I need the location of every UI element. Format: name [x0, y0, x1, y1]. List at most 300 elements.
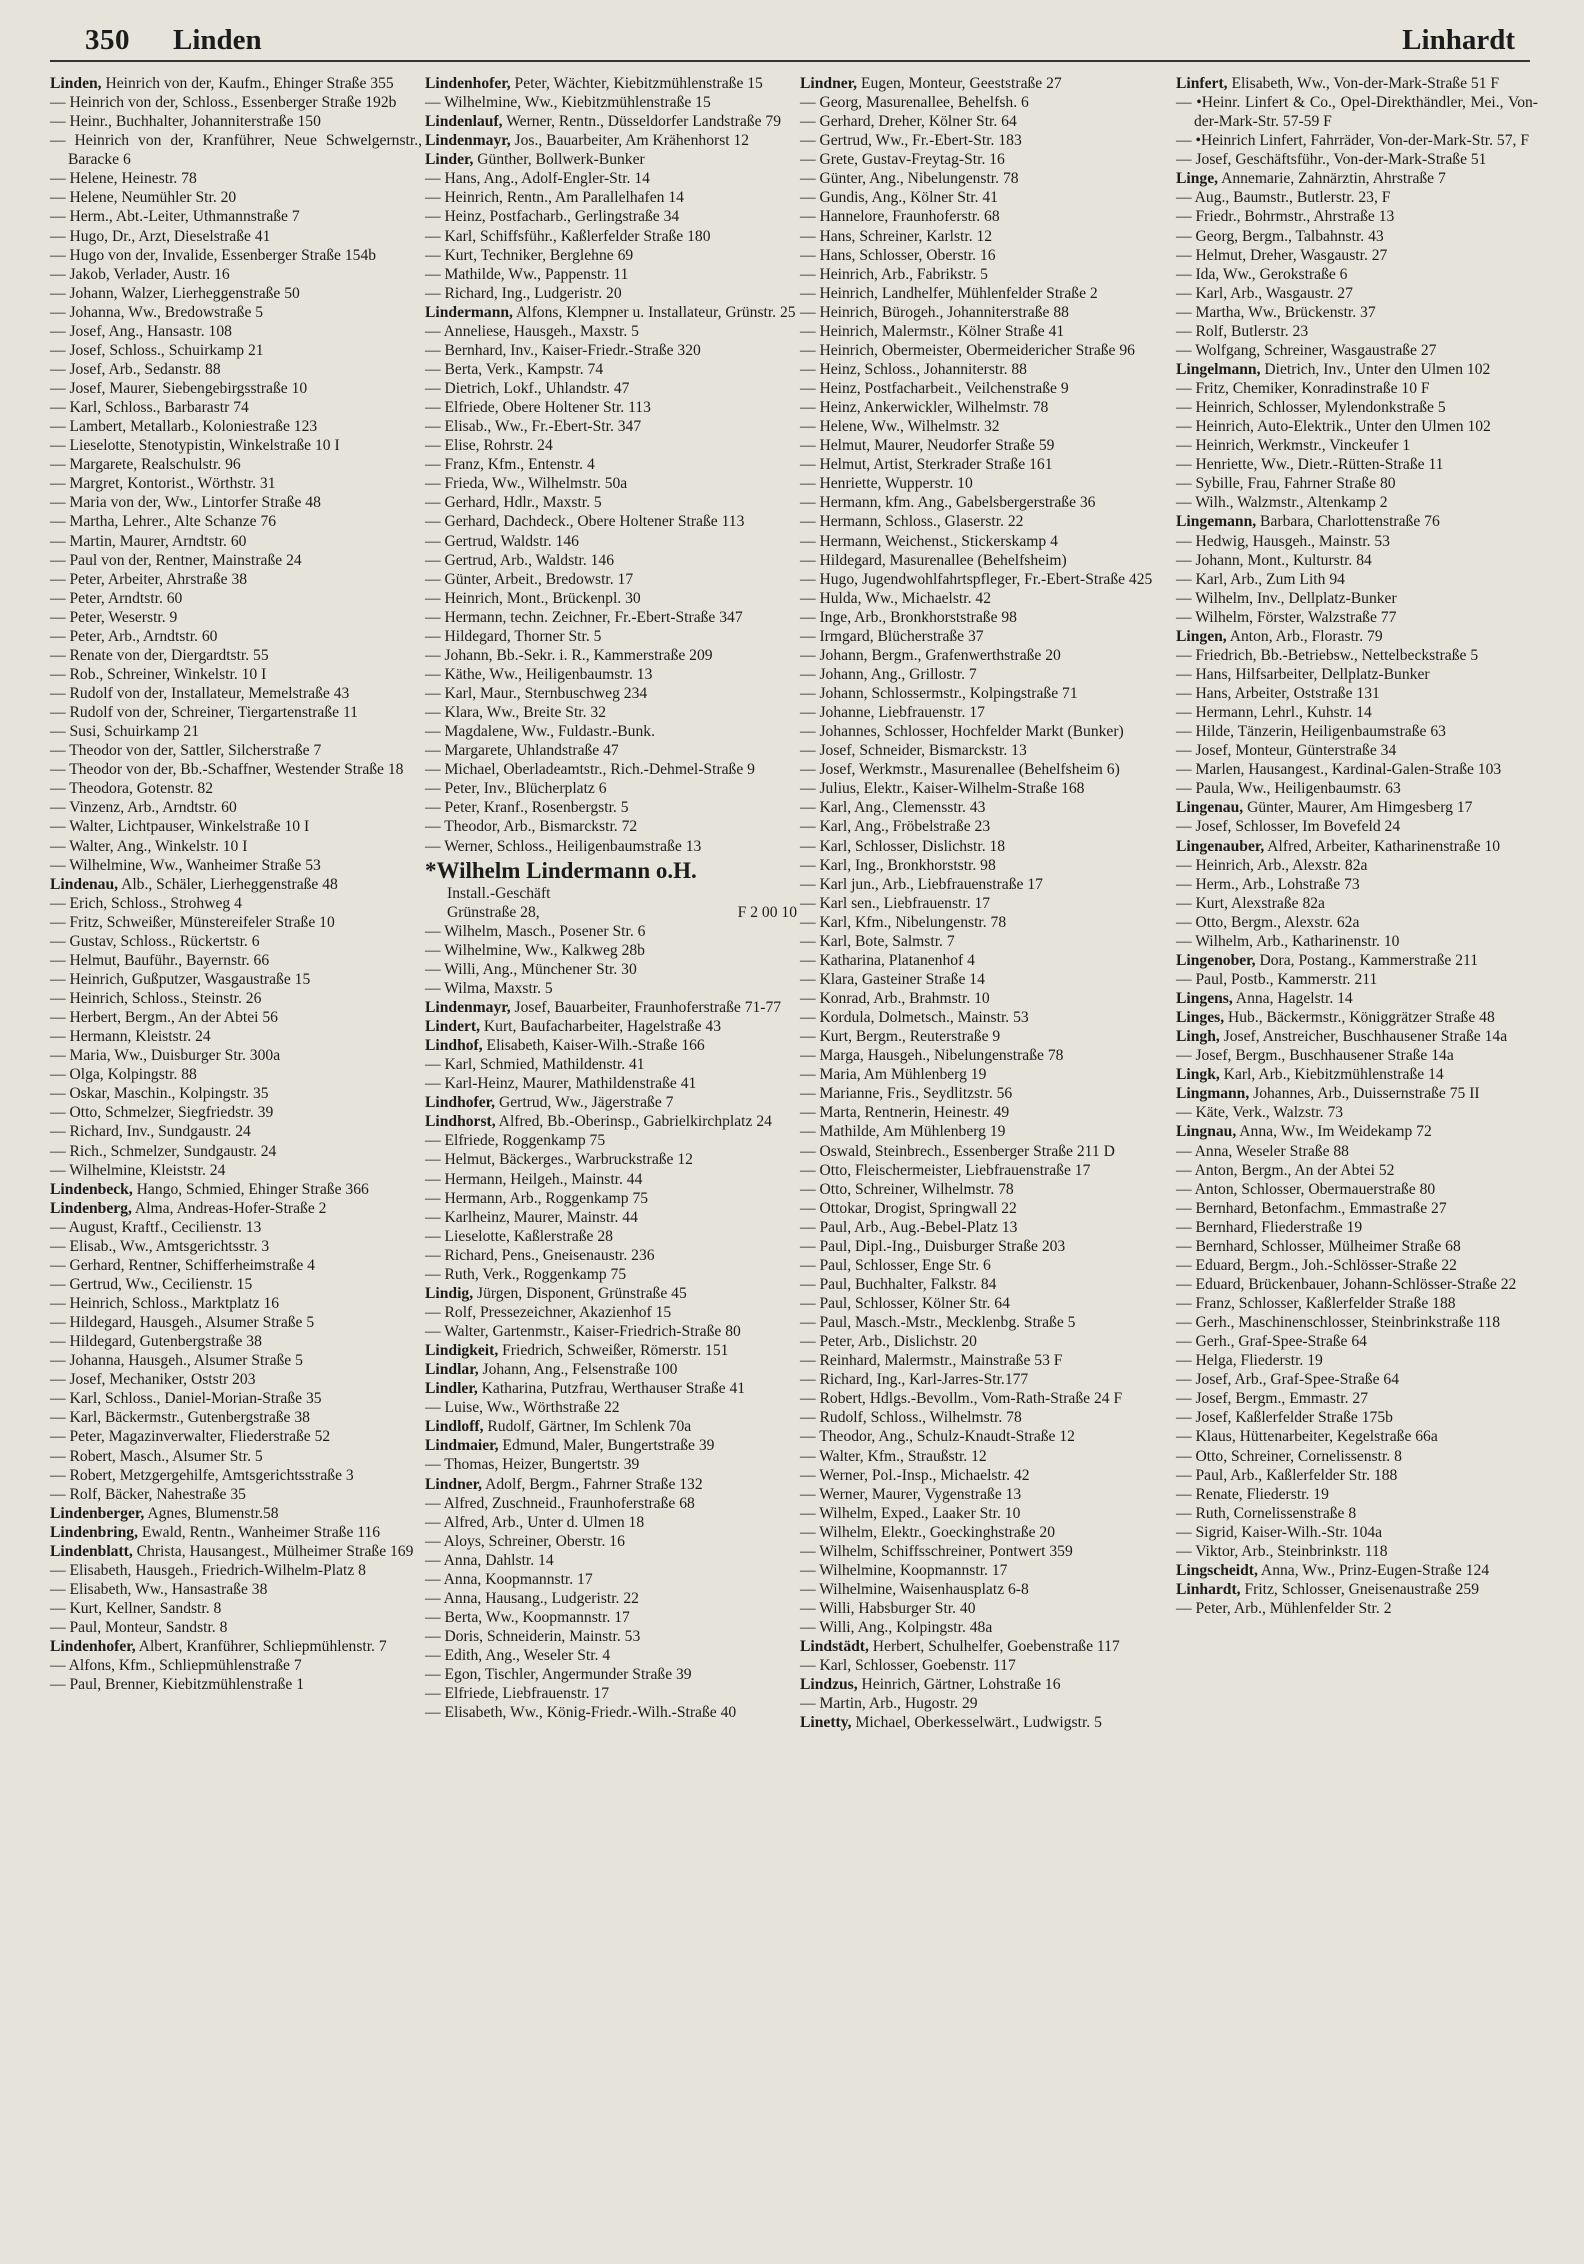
directory-entry [425, 1475, 797, 1494]
directory-entry: — Josef, Mechaniker, Oststr 203 [50, 1371, 256, 1389]
directory-entry: — Hans, Schreiner, Karlstr. 12 [800, 227, 993, 245]
directory-entry: — Herm., Abt.-Leiter, Uthmannstraße 7 [50, 208, 300, 226]
directory-entry: — Paul, Schlosser, Kölner Str. 64 [800, 1295, 1010, 1312]
directory-entry: — Heinrich, Arb., Fabrikstr. 5 [800, 265, 988, 283]
directory-entry: — Anton, Schlosser, Obermauerstraße 80 [1176, 1180, 1436, 1198]
directory-entry: — Robert, Metzgergehilfe, Amtsgerichtsstraße 3 [50, 1466, 354, 1484]
surname-head: Lindler, [425, 1380, 478, 1398]
directory-entry: — Karl jun., Arb., Liebfrauenstraße 17 [800, 875, 1043, 893]
directory-entry: — Karl, Maur., Sternbuschweg 234 [425, 685, 648, 702]
directory-entry: — Paul, Dipl.-Ing., Duisburger Straße 203 [800, 1237, 1066, 1255]
directory-entry: — Hermann, techn. Zeichner, Fr.-Ebert-Straße 347 [425, 608, 743, 626]
directory-entry: — Berta, Verk., Kampstr. 74 [425, 360, 604, 378]
directory-entry: — Paul, Masch.-Mstr., Mecklenbg. Straße 5 [800, 1314, 1076, 1332]
directory-entry: — Wilhelmine, Ww., Kiebitzmühlenstraße 15 [425, 94, 711, 112]
directory-entry: — Heinrich von der, Kranführer, Neue Schwelgernstr., Baracke 6 [50, 132, 422, 169]
directory-entry: — Lambert, Metallarb., Koloniestraße 123 [50, 418, 318, 436]
directory-entry: — Heinz, Postfacharbeit., Veilchenstraße 9 [800, 380, 1069, 397]
directory-entry: — Johann, Mont., Kulturstr. 84 [1176, 551, 1372, 569]
directory-entry: — Peter, Weserstr. 9 [50, 608, 178, 626]
directory-entry: — Bernhard, Inv., Kaiser-Friedr.-Straße 320 [425, 341, 701, 359]
entry-text: Adolf, Bergm., Fahrner Straße 132 [482, 1475, 703, 1493]
directory-entry: — Gundis, Ang., Kölner Str. 41 [800, 189, 998, 207]
directory-entry: — Wilhelm, Exped., Laaker Str. 10 [800, 1504, 1021, 1522]
column-3 [800, 74, 1172, 1732]
directory-entry [50, 875, 422, 894]
surname-head: Lindlar, [425, 1361, 479, 1379]
directory-entry: — Konrad, Arb., Brahmstr. 10 [800, 990, 990, 1007]
directory-entry: — Vinzenz, Arb., Arndtstr. 60 [50, 799, 237, 817]
directory-entry: — Hans, Schlosser, Oberstr. 16 [800, 246, 996, 264]
page-header [85, 18, 1515, 62]
entry-text: Eugen, Monteur, Geeststraße 27 [857, 75, 1062, 92]
surname-head: Lindert, [425, 1018, 481, 1035]
directory-entry: — Heinrich, Auto-Elektrik., Unter den Ulmen 102 [1176, 418, 1491, 436]
entry-text: Günter, Maurer, Am Himgesberg 17 [1243, 799, 1473, 817]
directory-entry: — Hildegard, Thorner Str. 5 [425, 627, 602, 645]
directory-entry: — Robert, Masch., Alsumer Str. 5 [50, 1447, 263, 1465]
entry-text: Heinrich, Gärtner, Lohstraße 16 [857, 1676, 1061, 1694]
directory-entry [425, 1436, 797, 1455]
directory-entry: — Martin, Maurer, Arndtstr. 60 [50, 532, 247, 550]
directory-entry: — Kurt, Techniker, Berglehne 69 [425, 246, 634, 264]
directory-entry: — Karl, Bote, Salmstr. 7 [800, 932, 955, 950]
directory-entry: — Gertrud, Waldstr. 146 [425, 532, 579, 550]
surname-head: Linden, [50, 75, 102, 92]
entry-text: Agnes, Blumenstr.58 [144, 1504, 279, 1522]
directory-entry: — Otto, Bergm., Alexstr. 62a [1176, 913, 1360, 931]
directory-entry: — Josef, Ang., Hansastr. 108 [50, 322, 232, 340]
directory-entry: — Mathilde, Ww., Pappenstr. 11 [425, 265, 629, 283]
directory-entry: — Heinz, Schloss., Johanniterstr. 88 [800, 360, 1027, 378]
directory-entry: — Paul, Arb., Kaßlerfelder Str. 188 [1176, 1466, 1398, 1484]
entry-text: Josef, Bauarbeiter, Fraunhoferstraße 71-77 [510, 998, 782, 1016]
directory-entry: — Klaus, Hüttenarbeiter, Kegelstraße 66a [1176, 1428, 1438, 1446]
directory-entry: — Marga, Hausgeh., Nibelungenstraße 78 [800, 1047, 1064, 1065]
directory-entry: — Dietrich, Lokf., Uhlandstr. 47 [425, 380, 630, 397]
entry-text: Jos., Bauarbeiter, Am Krähenhorst 12 [510, 132, 750, 150]
directory-entry: — Oswald, Steinbrech., Essenberger Straße 211 D [800, 1142, 1115, 1160]
directory-entry: — Peter, Magazinverwalter, Fliederstraße 52 [50, 1428, 331, 1446]
directory-entry: — Elisabeth, Ww., König-Friedr.-Wilh.-Straße 40 [425, 1704, 737, 1722]
directory-entry: — Josef, Schloss., Schuirkamp 21 [50, 341, 264, 359]
directory-entry [1176, 951, 1538, 970]
surname-head: Lingmann, [1176, 1085, 1250, 1103]
directory-entry: — Anna, Koopmannstr. 17 [425, 1570, 593, 1588]
directory-entry: — •Heinrich Linfert, Fahrräder, Von-der-Mark-Str. 57, F [1176, 132, 1529, 150]
entry-text: Alfred, Bb.-Oberinsp., Gabrielkirchplatz 24 [495, 1113, 772, 1131]
directory-entry: — Elfriede, Liebfrauenstr. 17 [425, 1685, 610, 1703]
surname-head: Linetty, [800, 1714, 852, 1732]
entry-text: Rudolf, Gärtner, Im Schlenk 70a [483, 1418, 692, 1436]
entry-text: Herbert, Schulhelfer, Goebenstraße 117 [868, 1638, 1120, 1656]
entry-text: Gertrud, Ww., Jägerstraße 7 [495, 1094, 674, 1112]
surname-head: Lingemann, [1176, 513, 1257, 531]
directory-entry: — Heinrich von der, Schloss., Essenberger Straße 192b [50, 94, 397, 112]
entry-text: Anton, Arb., Florastr. 79 [1226, 627, 1383, 645]
directory-entry: — Erich, Schloss., Strohweg 4 [50, 894, 242, 912]
directory-entry: — Ida, Ww., Gerokstraße 6 [1176, 265, 1348, 283]
directory-entry [425, 1284, 797, 1303]
directory-entry [50, 1199, 422, 1218]
directory-entry: — Käte, Verk., Walzstr. 73 [1176, 1104, 1344, 1122]
directory-entry [1176, 837, 1538, 856]
directory-entry: — Luise, Ww., Wörthstraße 22 [425, 1399, 620, 1417]
directory-entry: — Richard, Pens., Gneisenaustr. 236 [425, 1246, 655, 1264]
directory-entry [1176, 1122, 1538, 1141]
surname-head: Linhardt, [1176, 1580, 1241, 1598]
directory-entry: — Josef, Maurer, Siebengebirgsstraße 10 [50, 380, 308, 397]
directory-entry: — Edith, Ang., Weseler Str. 4 [425, 1647, 611, 1665]
surname-head: Lindig, [425, 1284, 474, 1302]
surname-head: Lindenmayr, [425, 132, 511, 150]
entry-text: Günther, Bollwerk-Bunker [473, 151, 645, 169]
directory-entry: — Friedrich, Bb.-Betriebsw., Nettelbeckstraße 5 [1176, 646, 1479, 664]
directory-entry [50, 1504, 422, 1523]
directory-entry: — Anna, Hausang., Ludgeristr. 22 [425, 1589, 639, 1607]
directory-entry: — Frieda, Ww., Wilhelmstr. 50a [425, 475, 628, 493]
surname-head: Lingk, [1176, 1066, 1220, 1084]
surname-head: Lindner, [800, 75, 858, 92]
surname-head: Lindenbeck, [50, 1180, 133, 1198]
directory-entry: — Walter, Gartenmstr., Kaiser-Friedrich-Straße 80 [425, 1323, 741, 1340]
directory-entry: — Berta, Ww., Koopmannstr. 17 [425, 1608, 630, 1626]
directory-entry: — Karl, Ang., Clemensstr. 43 [800, 799, 986, 817]
directory-entry: — Hugo, Jugendwohlfahrtspfleger, Fr.-Ebert-Straße 425 [800, 570, 1153, 588]
surname-head: Linges, [1176, 1009, 1225, 1027]
entry-text: Elisabeth, Kaiser-Wilh.-Straße 166 [482, 1037, 705, 1055]
directory-entry: — Paul, Brenner, Kiebitzmühlenstraße 1 [50, 1676, 305, 1694]
entry-text: Karl, Arb., Kiebitzmühlenstraße 14 [1219, 1066, 1444, 1084]
directory-entry: — Herm., Arb., Lohstraße 73 [1176, 875, 1360, 893]
directory-entry: — Susi, Schuirkamp 21 [50, 723, 200, 741]
directory-entry: — Johann, Schlossermstr., Kolpingstraße 71 [800, 685, 1078, 702]
directory-entry: — Günter, Ang., Nibelungenstr. 78 [800, 170, 1019, 188]
surname-head: Lingenauber, [1176, 837, 1265, 855]
directory-entry: — Sigrid, Kaiser-Wilh.-Str. 104a [1176, 1523, 1383, 1541]
directory-entry: — Josef, Monteur, Günterstraße 34 [1176, 742, 1397, 760]
entry-text: Annemarie, Zahnärztin, Ahrstraße 7 [1218, 170, 1446, 188]
entry-text: Katharina, Putzfrau, Werthauser Straße 41 [477, 1380, 746, 1398]
surname-head: Lindhof, [425, 1037, 483, 1055]
directory-entry: — Wilhelmine, Kleiststr. 24 [50, 1161, 226, 1179]
directory-entry: — Wilhelmine, Waisenhausplatz 6-8 [800, 1580, 1029, 1598]
directory-entry: — Peter, Arbeiter, Ahrstraße 38 [50, 570, 248, 588]
directory-entry [800, 1713, 1172, 1732]
running-head-right: Linhardt [1402, 24, 1515, 56]
directory-entry: — August, Kraftf., Cecilienstr. 13 [50, 1218, 262, 1236]
directory-entry: — Fritz, Chemiker, Konradinstraße 10 F [1176, 380, 1430, 397]
directory-entry: — Karl, Schmied, Mathildenstr. 41 [425, 1056, 645, 1074]
business-advert [425, 858, 797, 922]
directory-entry: — Heinrich, Malermstr., Kölner Straße 41 [800, 322, 1065, 340]
directory-entry: — Helmut, Bauführ., Bayernstr. 66 [50, 951, 270, 969]
directory-entry: — Egon, Tischler, Angermunder Straße 39 [425, 1666, 692, 1684]
directory-entry: — Wilma, Maxstr. 5 [425, 979, 553, 997]
directory-entry: — Hans, Ang., Adolf-Engler-Str. 14 [425, 170, 650, 188]
directory-entry: — Helmut, Artist, Sterkrader Straße 161 [800, 456, 1053, 474]
directory-entry: — Johanne, Liebfrauenstr. 17 [800, 704, 985, 722]
entry-text: Anna, Hagelstr. 14 [1232, 990, 1353, 1007]
entry-text: Anna, Ww., Im Weidekamp 72 [1236, 1123, 1432, 1141]
directory-entry: — Paul, Monteur, Sandstr. 8 [50, 1619, 228, 1637]
directory-entry: — Bernhard, Fliederstraße 19 [1176, 1218, 1363, 1236]
directory-entry: — Willi, Ang., Kolpingstr. 48a [800, 1619, 993, 1637]
directory-entry: — Wolfgang, Schreiner, Wasgaustraße 27 [1176, 341, 1437, 359]
surname-head: Lingh, [1176, 1028, 1220, 1046]
surname-head: Lingnau, [1176, 1123, 1237, 1141]
directory-entry: — Elisabeth, Ww., Hansastraße 38 [50, 1580, 268, 1598]
directory-entry: — Heinrich, Bürogeh., Johanniterstraße 88 [800, 303, 1069, 321]
entry-text: Heinrich von der, Kaufm., Ehinger Straße 355 [101, 75, 394, 92]
directory-entry: — Ruth, Cornelissenstraße 8 [1176, 1504, 1357, 1522]
directory-entry: — Georg, Bergm., Talbahnstr. 43 [1176, 227, 1384, 245]
directory-entry: — Peter, Kranf., Rosenbergstr. 5 [425, 799, 629, 817]
page-number: 350 [85, 24, 130, 56]
directory-entry [425, 1341, 797, 1360]
directory-entry [425, 1017, 797, 1036]
directory-entry: — Martha, Ww., Brückenstr. 37 [1176, 303, 1376, 321]
directory-entry: — Karl, Ing., Bronkhorststr. 98 [800, 856, 996, 874]
directory-entry: — Renate, Fliederstr. 19 [1176, 1485, 1329, 1503]
directory-entry: — Paul, Buchhalter, Falkstr. 84 [800, 1275, 997, 1293]
directory-entry: — Karl-Heinz, Maurer, Mathildenstraße 41 [425, 1075, 697, 1093]
directory-entry: — Gerhard, Hdlr., Maxstr. 5 [425, 494, 602, 512]
directory-entry: — Josef, Schneider, Bismarckstr. 13 [800, 742, 1027, 760]
directory-entry: — Richard, Ing., Ludgeristr. 20 [425, 284, 622, 302]
directory-entry: — Hildegard, Gutenbergstraße 38 [50, 1333, 262, 1351]
directory-entry: — Wilhelmine, Ww., Kalkweg 28b [425, 941, 645, 959]
surname-head: Lindenberg, [50, 1199, 132, 1217]
surname-head: Lindstädt, [800, 1638, 869, 1656]
directory-entry: — Anneliese, Hausgeh., Maxstr. 5 [425, 322, 639, 340]
directory-entry [50, 1523, 422, 1542]
directory-entry [1176, 1065, 1538, 1084]
directory-entry: — Alfred, Zuschneid., Fraunhoferstraße 68 [425, 1494, 695, 1512]
directory-entry: — Maria von der, Ww., Lintorfer Straße 48 [50, 494, 321, 512]
directory-entry [425, 1093, 797, 1112]
directory-entry: — Theodora, Gotenstr. 82 [50, 780, 213, 798]
directory-entry: — Alfred, Arb., Unter d. Ulmen 18 [425, 1513, 645, 1531]
advert-line: Install.-Geschäft [447, 884, 551, 902]
directory-entry: — Karlheinz, Maurer, Mainstr. 44 [425, 1208, 638, 1226]
directory-entry: — Rudolf von der, Schreiner, Tiergartenstraße 11 [50, 704, 358, 722]
directory-entry: — Anna, Dahlstr. 14 [425, 1551, 554, 1569]
directory-entry: — Hermann, Kleiststr. 24 [50, 1028, 211, 1046]
directory-entry: — Thomas, Heizer, Bungertstr. 39 [425, 1456, 640, 1474]
directory-entry: — Otto, Schreiner, Wilhelmstr. 78 [800, 1180, 1014, 1198]
directory-entry: — Aug., Baumstr., Butlerstr. 23, F [1176, 189, 1391, 207]
surname-head: Lindermann, [425, 303, 513, 321]
directory-entry: — Hilde, Tänzerin, Heiligenbaumstraße 63 [1176, 723, 1446, 741]
directory-entry: — Margarete, Realschulstr. 96 [50, 456, 241, 474]
surname-head: Lingens, [1176, 990, 1233, 1007]
directory-entry: — Helmut, Maurer, Neudorfer Straße 59 [800, 437, 1055, 455]
directory-entry: — Inge, Arb., Bronkhorststraße 98 [800, 608, 1017, 626]
directory-entry [425, 1112, 797, 1131]
advert-name: *Wilhelm Lindermann o.H. [425, 857, 697, 883]
directory-entry: — Oskar, Maschin., Kolpingstr. 35 [50, 1085, 269, 1103]
directory-entry: — Gerhard, Dreher, Kölner Str. 64 [800, 113, 1017, 131]
surname-head: Lindhofer, [425, 1094, 496, 1112]
directory-entry: — Heinrich, Schloss., Marktplatz 16 [50, 1295, 280, 1312]
surname-head: Lindner, [425, 1475, 483, 1493]
directory-entry: — Hermann, Schloss., Glaserstr. 22 [800, 513, 1024, 531]
surname-head: Lindhorst, [425, 1113, 496, 1131]
surname-head: Lindenlauf, [425, 113, 503, 131]
directory-entry: — Karl, Arb., Wasgaustr. 27 [1176, 284, 1353, 302]
surname-head: Lindenau, [50, 875, 119, 893]
directory-entry: — Theodor, Arb., Bismarckstr. 72 [425, 818, 638, 836]
directory-entry: — Elisab., Ww., Amtsgerichtsstr. 3 [50, 1237, 270, 1255]
entry-text: Dora, Postang., Kammerstraße 211 [1255, 951, 1479, 969]
directory-entry: — Paul von der, Rentner, Mainstraße 24 [50, 551, 302, 569]
directory-entry: — Hedwig, Hausgeh., Mainstr. 53 [1176, 532, 1390, 550]
directory-entry: — Kurt, Kellner, Sandstr. 8 [50, 1600, 222, 1617]
directory-entry: — Josef, Arb., Graf-Spee-Straße 64 [1176, 1371, 1400, 1389]
directory-entry: — Ruth, Verk., Roggenkamp 75 [425, 1265, 627, 1283]
directory-entry: — Friedr., Bohrmstr., Ahrstraße 13 [1176, 208, 1395, 226]
directory-entry: — Michael, Oberladeamtstr., Rich.-Dehmel-Straße 9 [425, 761, 755, 779]
entry-text: Michael, Oberkesselwärt., Ludwigstr. 5 [851, 1714, 1102, 1732]
directory-entry [1176, 512, 1538, 531]
directory-entry: — Irmgard, Blücherstraße 37 [800, 627, 984, 645]
directory-entry: — Josef, Bergm., Emmastr. 27 [1176, 1390, 1369, 1408]
directory-entry: — Franz, Kfm., Entenstr. 4 [425, 456, 595, 474]
directory-entry: — Maria, Ww., Duisburger Str. 300a [50, 1047, 281, 1065]
directory-entry: — Josef, Kaßlerfelder Straße 175b [1176, 1409, 1393, 1427]
directory-entry: — Martin, Arb., Hugostr. 29 [800, 1695, 978, 1713]
entry-text: Friedrich, Schweißer, Römerstr. 151 [498, 1342, 729, 1360]
directory-entry [50, 1180, 422, 1199]
directory-entry: — Heinrich, Schlosser, Mylendonkstraße 5 [1176, 399, 1446, 417]
directory-entry: — Helmut, Bäckerges., Warbruckstraße 12 [425, 1151, 693, 1169]
directory-entry: — Peter, Inv., Blücherplatz 6 [425, 780, 607, 798]
directory-entry: — Helene, Heinestr. 78 [50, 170, 197, 188]
directory-entry: — Elisab., Ww., Fr.-Ebert-Str. 347 [425, 418, 642, 436]
directory-entry: — Rolf, Pressezeichner, Akazienhof 15 [425, 1303, 672, 1321]
directory-entry: — Paul, Arb., Aug.-Bebel-Platz 13 [800, 1218, 1018, 1236]
surname-head: Lindenblatt, [50, 1542, 133, 1560]
directory-entry: — Georg, Masurenallee, Behelfsh. 6 [800, 94, 1029, 112]
directory-entry: — Karl, Kfm., Nibelungenstr. 78 [800, 913, 1007, 931]
directory-entry: — Margarete, Uhlandstraße 47 [425, 742, 619, 760]
entry-text: Albert, Kranführer, Schliepmühlenstr. 7 [135, 1638, 387, 1656]
column-2 [425, 74, 797, 1722]
directory-entry: — Hannelore, Fraunhoferstr. 68 [800, 208, 1000, 226]
directory-entry: — Johannes, Schlosser, Hochfelder Markt (Bunker) [800, 723, 1124, 741]
header-rule [50, 60, 1530, 62]
directory-entry: — Johann, Bb.-Sekr. i. R., Kammerstraße 209 [425, 646, 713, 664]
entry-text: Alb., Schäler, Lierheggenstraße 48 [118, 875, 338, 893]
directory-entry: — Karl, Bäckermstr., Gutenbergstraße 38 [50, 1409, 310, 1427]
directory-entry: — Heinrich, Werkmstr., Vinckeufer 1 [1176, 437, 1411, 455]
entry-text: Dietrich, Inv., Unter den Ulmen 102 [1260, 360, 1491, 378]
directory-entry: — Hermann, Lehrl., Kuhstr. 14 [1176, 704, 1372, 722]
advert-street: Grünstraße 28, [447, 903, 540, 921]
directory-entry: — Doris, Schneiderin, Mainstr. 53 [425, 1628, 641, 1645]
directory-entry: — Paul, Schlosser, Enge Str. 6 [800, 1256, 991, 1274]
column-4 [1176, 74, 1538, 1618]
directory-entry: — Alfons, Kfm., Schliepmühlenstraße 7 [50, 1657, 302, 1675]
directory-entry: — Rudolf, Schloss., Wilhelmstr. 78 [800, 1409, 1022, 1427]
directory-entry: — Olga, Kolpingstr. 88 [50, 1066, 197, 1084]
directory-entry: — Elfriede, Obere Holtener Str. 113 [425, 399, 651, 417]
entry-text: Werner, Rentn., Düsseldorfer Landstraße 79 [502, 113, 782, 131]
directory-entry [425, 998, 797, 1017]
entry-text: Jürgen, Disponent, Grünstraße 45 [473, 1284, 687, 1302]
directory-entry: — Renate von der, Diergardtstr. 55 [50, 646, 269, 664]
directory-entry: — Lieselotte, Stenotypistin, Winkelstraße 10 I [50, 437, 340, 455]
directory-entry: — Gerhard, Dachdeck., Obere Holtener Straße 113 [425, 513, 745, 531]
directory-entry: — Hermann, kfm. Ang., Gabelsbergerstraße 36 [800, 494, 1096, 512]
directory-entry [425, 131, 797, 150]
directory-entry: — Wilh., Walzmstr., Altenkamp 2 [1176, 494, 1388, 512]
directory-entry [425, 1036, 797, 1055]
directory-entry: — Werner, Schloss., Heiligenbaumstraße 13 [425, 837, 702, 855]
directory-entry: — Lieselotte, Kaßlerstraße 28 [425, 1227, 613, 1245]
directory-entry: — Peter, Arndtstr. 60 [50, 589, 183, 607]
directory-entry: — Peter, Arb., Mühlenfelder Str. 2 [1176, 1600, 1392, 1617]
directory-entry: — Hulda, Ww., Michaelstr. 42 [800, 589, 991, 607]
directory-entry: — Paul, Postb., Kammerstr. 211 [1176, 970, 1378, 988]
directory-entry: — Wilhelm, Elektr., Goeckinghstraße 20 [800, 1523, 1056, 1541]
directory-entry [1176, 169, 1538, 188]
surname-head: Lingenober, [1176, 951, 1256, 969]
directory-entry: — Gertrud, Ww., Cecilienstr. 15 [50, 1275, 253, 1293]
directory-entry: — Hans, Arbeiter, Oststraße 131 [1176, 685, 1380, 702]
directory-entry: — Karl, Schloss., Daniel-Morian-Straße 35 [50, 1390, 322, 1408]
directory-entry: — Eduard, Brückenbauer, Johann-Schlösser-Straße 22 [1176, 1275, 1517, 1293]
directory-entry: — Heinrich, Schloss., Steinstr. 26 [50, 990, 262, 1007]
directory-entry: — Fritz, Schweißer, Münstereifeler Straße 10 [50, 913, 335, 931]
directory-entry: — Heinrich, Landhelfer, Mühlenfelder Straße 2 [800, 284, 1098, 302]
surname-head: Lingelmann, [1176, 360, 1261, 378]
directory-entry: — Hans, Hilfsarbeiter, Dellplatz-Bunker [1176, 665, 1430, 683]
directory-entry: — Gerh., Graf-Spee-Straße 64 [1176, 1333, 1367, 1351]
directory-entry: — Karl, Schiffsführ., Kaßlerfelder Straße 180 [425, 227, 711, 245]
surname-head: Linder, [425, 151, 474, 169]
directory-entry: — Elise, Rohrstr. 24 [425, 437, 553, 455]
directory-entry: — Heinrich, Obermeister, Obermeidericher Straße 96 [800, 341, 1135, 359]
entry-text: Elisabeth, Ww., Von-der-Mark-Straße 51 F [1227, 75, 1500, 92]
directory-entry: — Theodor von der, Bb.-Schaffner, Westender Straße 18 [50, 761, 404, 779]
directory-entry: — Viktor, Arb., Steinbrinkstr. 118 [1176, 1542, 1388, 1560]
directory-entry: — Richard, Ing., Karl-Jarres-Str.177 [800, 1371, 1029, 1389]
directory-entry: — Wilhelm, Arb., Katharinenstr. 10 [1176, 932, 1400, 950]
directory-entry [1176, 798, 1538, 817]
directory-entry: — Rudolf von der, Installateur, Memelstraße 43 [50, 685, 350, 702]
directory-entry: — Bernhard, Schlosser, Mülheimer Straße 68 [1176, 1237, 1461, 1255]
entry-text: Alfons, Klempner u. Installateur, Grünstr. 25 [512, 303, 796, 321]
directory-entry: — Josef, Geschäftsführ., Von-der-Mark-Straße 51 [1176, 151, 1487, 169]
surname-head: Lindenhofer, [425, 75, 511, 92]
directory-entry: — Elfriede, Roggenkamp 75 [425, 1132, 606, 1150]
directory-entry: — Karl, Schlosser, Dislichstr. 18 [800, 837, 1006, 855]
directory-entry: — Heinz, Postfacharb., Gerlingstraße 34 [425, 208, 680, 226]
directory-entry [425, 150, 797, 169]
directory-entry: — Hugo, Dr., Arzt, Dieselstraße 41 [50, 227, 271, 245]
advert-address [425, 903, 797, 922]
directory-entry: — Peter, Arb., Arndtstr. 60 [50, 627, 218, 645]
directory-entry: — Otto, Fleischermeister, Liebfrauenstraße 17 [800, 1161, 1091, 1179]
directory-entry: — Werner, Pol.-Insp., Michaelstr. 42 [800, 1466, 1030, 1484]
entry-text: Alma, Andreas-Hofer-Straße 2 [131, 1199, 327, 1217]
directory-entry: — Kurt, Alexstraße 82a [1176, 894, 1325, 912]
directory-entry: — Karl, Arb., Zum Lith 94 [1176, 570, 1345, 588]
directory-entry: — Josef, Schlosser, Im Bovefeld 24 [1176, 818, 1401, 836]
directory-entry [425, 112, 797, 131]
